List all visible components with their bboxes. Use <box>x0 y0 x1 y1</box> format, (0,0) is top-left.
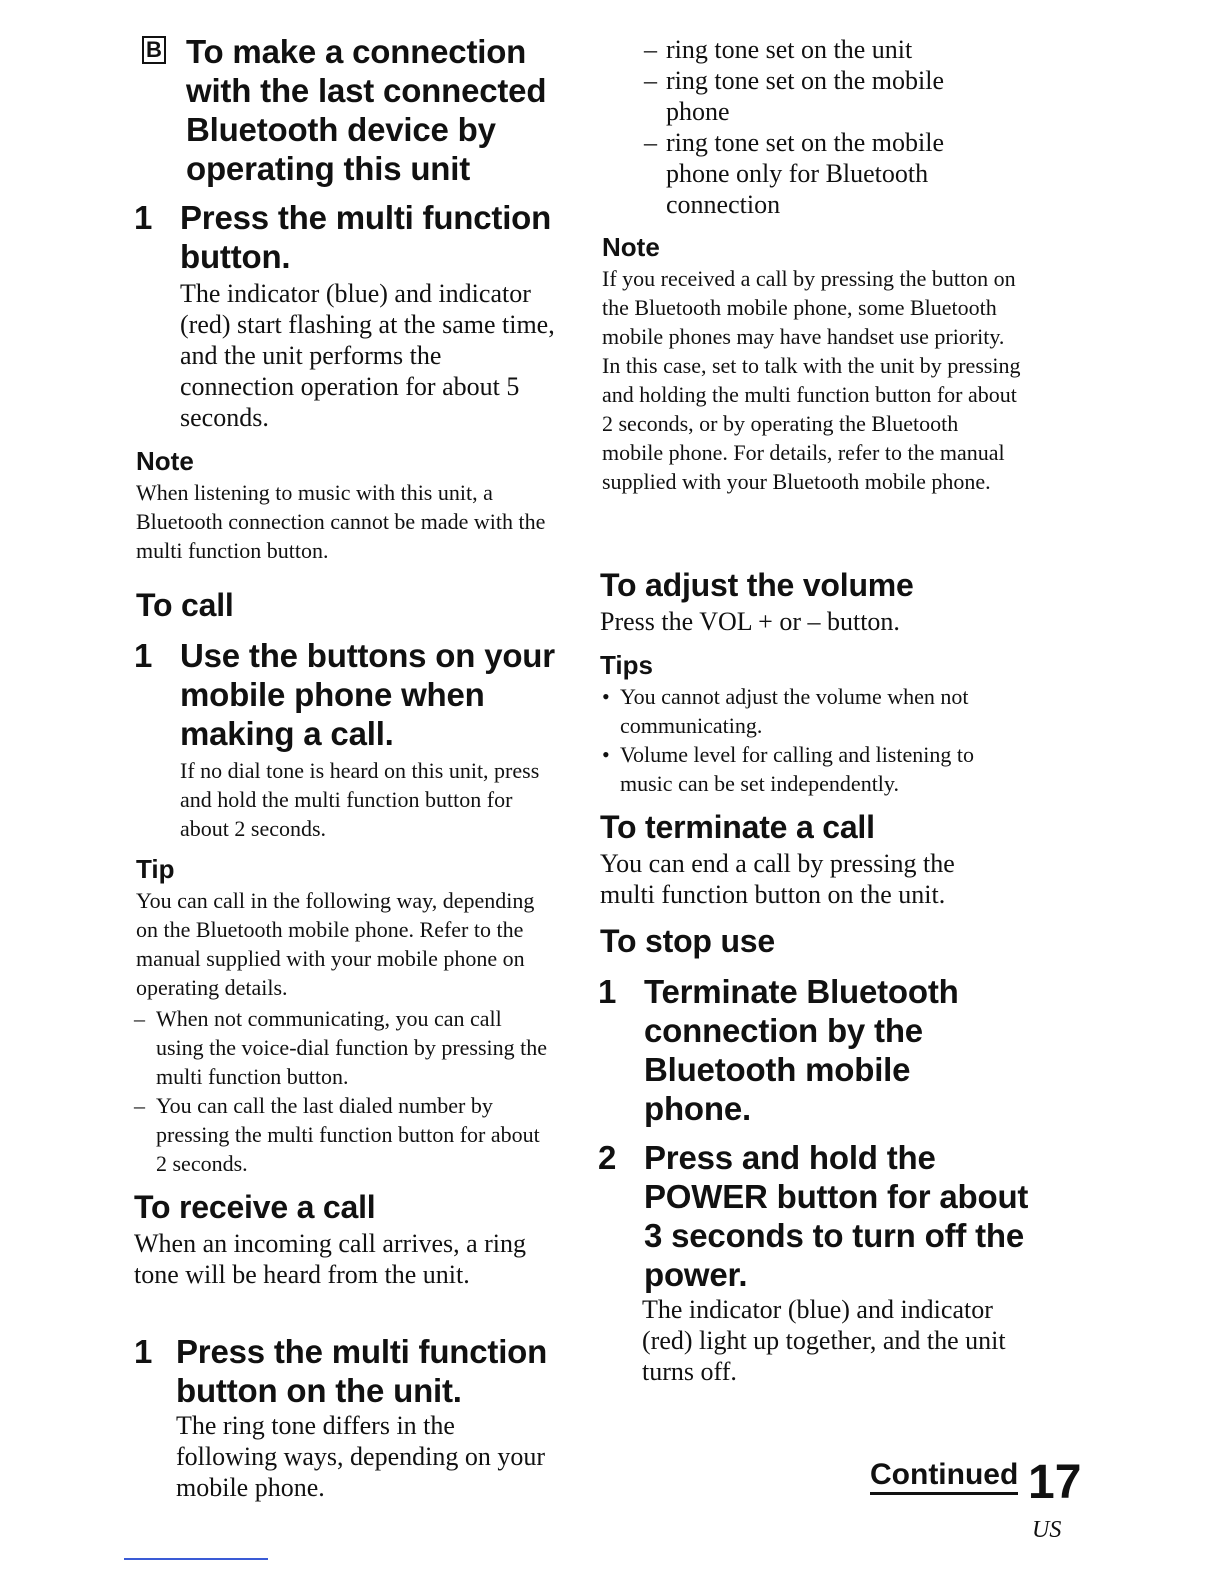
section-b-label: B <box>142 36 166 64</box>
tip-label: Tip <box>136 854 175 884</box>
step-title: Press the multi function button. <box>180 199 552 275</box>
ring-tone-item: – ring tone set on the mobile phone only for Bluetooth connection <box>644 127 984 220</box>
step-number: 1 <box>134 199 153 236</box>
tip-list-item: – You can call the last dialed number by pressing the multi function button for about 2 seconds. <box>134 1091 554 1178</box>
step-title: Press the multi function button on the unit. <box>176 1333 548 1409</box>
tips-list-item: • You cannot adjust the volume when not communicating. <box>598 682 1028 740</box>
terminate-body: You can end a call by pressing the multi function button on the unit. <box>600 849 955 909</box>
ring-tone-item: – ring tone set on the unit <box>644 34 984 65</box>
to-call-step-1 <box>134 636 574 756</box>
to-call-step-1-body: If no dial tone is heard on this unit, press and hold the multi function button for about 2 seconds. <box>180 758 540 841</box>
terminate-heading: To terminate a call <box>600 809 875 845</box>
page-number: 17 <box>1028 1456 1082 1509</box>
step-number: 1 <box>134 637 153 674</box>
stop-use-step-1 <box>598 972 1038 1132</box>
footer-rule <box>124 1558 268 1560</box>
right-note-text: If you received a call by pressing the button on the Bluetooth mobile phone, some Bluetooth mobile phones may have handset use priority. In this case, set to talk with the unit by pressing and holding the multi function button for about 2 seconds, or by operating the Bluetooth mobile phone. For details, refer to the manual supplied with your Bluetooth mobile phone. <box>602 266 1021 494</box>
stop-use-step-2 <box>598 1138 1038 1298</box>
adjust-volume-heading: To adjust the volume <box>600 567 914 603</box>
ring-tone-list <box>644 34 984 220</box>
right-note-label: Note <box>602 232 660 262</box>
to-receive-heading: To receive a call <box>134 1189 376 1225</box>
tips-label: Tips <box>600 650 653 680</box>
section-b-step-1 <box>134 198 574 278</box>
continued-label: Continued <box>870 1458 1018 1495</box>
step-title: Press and hold the POWER button for about 3 seconds to turn off the power. <box>644 1139 1029 1293</box>
to-call-heading: To call <box>136 587 234 623</box>
stop-use-step-2-body: The indicator (blue) and indicator (red) light up together, and the unit turns off. <box>642 1295 1006 1386</box>
to-receive-step-1-body: The ring tone differs in the following ways, depending on your mobile phone. <box>176 1411 546 1502</box>
stop-use-heading: To stop use <box>600 923 775 959</box>
step-title: Terminate Bluetooth connection by the Bluetooth mobile phone. <box>644 973 959 1127</box>
tip-list <box>134 1004 554 1178</box>
step-number: 1 <box>134 1333 153 1370</box>
section-b-heading: To make a connection with the last connected Bluetooth device by operating this unit <box>186 33 547 187</box>
to-receive-body: When an incoming call arrives, a ring tone will be heard from the unit. <box>134 1229 527 1289</box>
to-receive-step-1 <box>134 1332 574 1412</box>
step-number: 2 <box>598 1139 617 1176</box>
step-number: 1 <box>598 973 617 1010</box>
section-b-note-label: Note <box>136 446 194 476</box>
section-b-step-1-body: The indicator (blue) and indicator (red) start flashing at the same time, and the unit performs the connection operation for about 5 seconds. <box>180 279 555 432</box>
tip-text: You can call in the following way, depending on the Bluetooth mobile phone. Refer to the manual supplied with your mobile phone on operating details. <box>136 888 535 1000</box>
region-code: US <box>1032 1517 1062 1543</box>
tips-list-item: • Volume level for calling and listening to music can be set independently. <box>598 740 1028 798</box>
adjust-volume-body: Press the VOL + or – button. <box>600 607 900 636</box>
ring-tone-item: – ring tone set on the mobile phone <box>644 65 984 127</box>
step-title: Use the buttons on your mobile phone when making a call. <box>180 637 555 752</box>
section-b-note-text: When listening to music with this unit, a Bluetooth connection cannot be made with the multi function button. <box>136 480 546 563</box>
tip-list-item: – When not communicating, you can call using the voice-dial function by pressing the multi function button. <box>134 1004 554 1091</box>
tips-list <box>598 682 1028 798</box>
